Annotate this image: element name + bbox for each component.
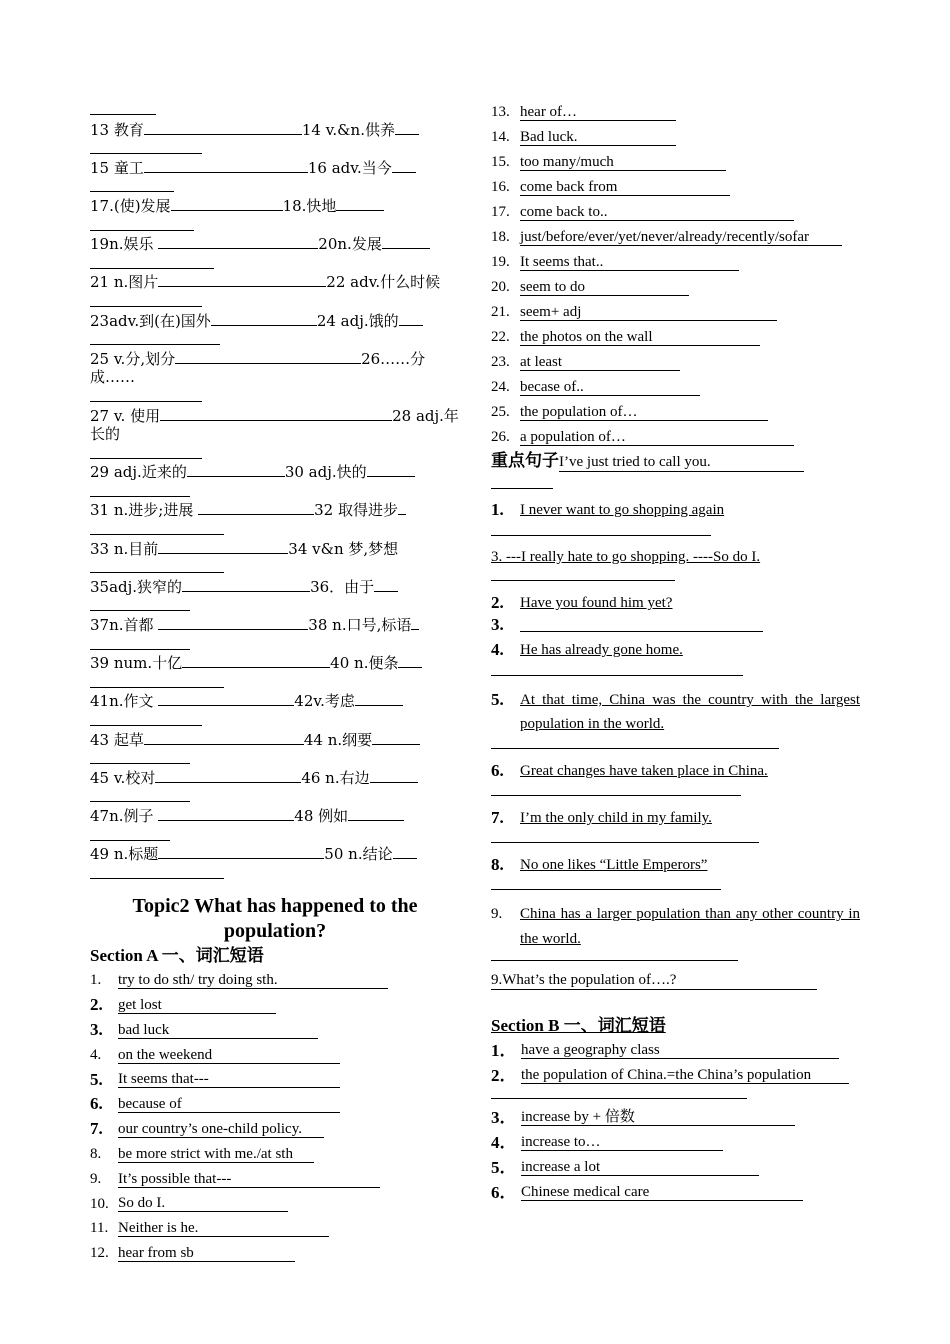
phrase-item: 23. at least <box>491 350 863 375</box>
phrase-item: 25. the population of… <box>491 400 863 425</box>
answer-blank <box>211 311 317 326</box>
answer-blank <box>144 120 302 135</box>
sentence-3a: 3. ---I really hate to go shopping. ----So do I. <box>491 549 761 565</box>
answer-blank <box>367 462 415 477</box>
phrase-item: 3. bad luck <box>90 1018 460 1043</box>
answer-blank <box>336 196 384 211</box>
phrase-item: 26. a population of… <box>491 425 863 450</box>
phrase-item: 8. be more strict with me./at sth <box>90 1142 460 1167</box>
answer-blank <box>395 120 419 135</box>
answer-blank <box>399 311 423 326</box>
phrase-item: 19. It seems that.. <box>491 250 863 275</box>
vocab-term-b: 36．由于 <box>310 577 375 596</box>
answer-blank <box>144 158 308 173</box>
vocab-term-b: 20n.发展 <box>318 235 382 254</box>
answer-blank <box>198 500 314 515</box>
phrase-item: 6． Chinese medical care <box>491 1180 863 1205</box>
vocab-term-a: 23adv.到(在)国外 <box>90 311 211 330</box>
answer-blank <box>374 577 398 592</box>
answer-blank <box>355 691 403 706</box>
vocab-term-a: 35adj.狭窄的 <box>90 577 183 596</box>
vocab-list <box>90 100 460 882</box>
sentence-4: 4. He has already gone home. <box>491 640 683 659</box>
answer-blank <box>171 196 283 211</box>
vocab-term-b: 42v.考虑 <box>294 692 355 711</box>
vocab-term-a: 19n.娱乐 <box>90 235 159 254</box>
vocab-row <box>90 406 460 444</box>
vocab-row <box>90 120 460 140</box>
vocab-term-a: 17.(使)发展 <box>90 196 171 215</box>
phrase-item: 22. the photos on the wall <box>491 325 863 350</box>
vocab-row <box>90 768 460 788</box>
answer-line <box>491 519 711 536</box>
answer-blank <box>348 806 404 821</box>
sentence-2: 2. Have you found him yet? <box>491 593 673 612</box>
key-sentences-heading-row <box>491 450 863 472</box>
vocab-term-a: 29 adj.近来的 <box>90 463 187 482</box>
answer-blank <box>158 615 308 630</box>
answer-blank <box>393 844 417 859</box>
answer-line <box>491 952 738 961</box>
phrase-item: 4. on the weekend <box>90 1043 460 1068</box>
vocab-row <box>90 539 460 559</box>
vocab-row <box>90 272 460 292</box>
phrase-item: 13. hear of… <box>491 100 863 125</box>
section-a-list <box>90 968 460 1266</box>
phrase-item: 16. come back from <box>491 175 863 200</box>
vocab-term-a: 37n.首都 <box>90 616 159 635</box>
phrase-item: 11. Neither is he. <box>90 1216 460 1241</box>
answer-blank <box>158 272 326 287</box>
vocab-term-b: 48 例如 <box>294 806 349 825</box>
vocab-term-a: 39 num.十亿 <box>90 654 183 673</box>
answer-line <box>491 472 553 489</box>
key-sentences-heading: 重点句子 <box>491 451 559 470</box>
phrase-item: 21. seem+ adj <box>491 300 863 325</box>
vocab-row <box>90 234 460 254</box>
answer-line <box>491 663 743 676</box>
vocab-term-a: 21 n.图片 <box>90 273 159 292</box>
phrase-item: 9. It’s possible that--- <box>90 1167 460 1192</box>
vocab-term-a: 43 起草 <box>90 730 144 749</box>
right-column <box>491 100 863 1205</box>
phrase-item: 24. becase of.. <box>491 375 863 400</box>
vocab-term-a: 27 v. 使用 <box>90 406 161 425</box>
vocab-row <box>90 691 460 711</box>
sentence-1: 1. I never want to go shopping again <box>491 500 725 519</box>
phrase-item: 14. Bad luck. <box>491 125 863 150</box>
sentence-9b: 9.What’s the population of….? <box>491 971 817 990</box>
phrase-item: 3． increase by + 倍数 <box>491 1105 863 1130</box>
vocab-term-b: 46 n.右边 <box>301 768 370 787</box>
phrase-item: 18. just/before/ever/yet/never/already/recently/sofar <box>491 225 863 250</box>
answer-line <box>491 1088 747 1099</box>
sentence-9: 9. China has a larger population than any other country in the world. <box>491 906 860 947</box>
vocab-term-a: 49 n.标题 <box>90 845 159 864</box>
vocab-term-b: 34 v&n 梦,梦想 <box>288 539 399 558</box>
phrase-item: 2． the population of China.=the China’s population <box>491 1063 863 1088</box>
vocab-term-b: 40 n.便条 <box>330 654 399 673</box>
sentence-8: 8. No one likes “Little Emperors” <box>491 855 708 874</box>
phrase-item: 20. seem to do <box>491 275 863 300</box>
vocab-row <box>90 653 460 673</box>
answer-blank <box>160 406 392 421</box>
answer-blank <box>158 844 324 859</box>
vocab-term-b: 28 adj.年长的 <box>90 406 459 444</box>
phrase-item: 5． increase a lot <box>491 1155 863 1180</box>
vocab-term-b: 26……分成…… <box>90 349 426 387</box>
answer-line <box>491 828 759 843</box>
answer-line <box>491 566 675 581</box>
vocab-term-b: 44 n.纲要 <box>303 730 373 749</box>
answer-blank <box>175 349 361 364</box>
answer-blank <box>155 768 301 783</box>
vocab-row <box>90 349 460 387</box>
vocab-term-b: 16 adv.当今 <box>307 158 392 177</box>
phrase-item: 5. It seems that--- <box>90 1068 460 1093</box>
answer-blank <box>158 539 288 554</box>
vocab-term-a: 13 教育 <box>90 120 144 139</box>
answer-blank <box>398 653 422 668</box>
vocab-row <box>90 577 460 597</box>
answer-blank <box>144 730 304 745</box>
phrase-item: 4． increase to… <box>491 1130 863 1155</box>
sentence-6: 6. Great changes have taken place in China. <box>491 761 768 780</box>
phrase-item: 15. too many/much <box>491 150 863 175</box>
vocab-row <box>90 844 460 864</box>
phrase-item: 17. come back to.. <box>491 200 863 225</box>
vocab-row <box>90 158 460 178</box>
section-b-heading: Section B 一、词汇短语 <box>491 1016 666 1035</box>
vocab-row <box>90 730 460 750</box>
section-b-list <box>491 1038 863 1205</box>
answer-blank <box>187 462 285 477</box>
answer-line <box>491 781 741 796</box>
vocab-row <box>90 196 460 216</box>
phrase-item: 1. try to do sth/ try doing sth. <box>90 968 460 993</box>
answer-blank <box>398 500 406 515</box>
vocab-term-a: 25 v.分,划分 <box>90 349 176 368</box>
answer-line <box>491 875 721 890</box>
vocab-term-b: 24 adj.饿的 <box>316 311 399 330</box>
phrase-item: 6. because of <box>90 1092 460 1117</box>
vocab-term-b: 50 n.结论 <box>324 845 393 864</box>
vocab-term-b: 32 取得进步 <box>314 501 398 520</box>
phrase-item: 1． have a geography class <box>491 1038 863 1063</box>
section-a-heading: Section A 一、词汇短语 <box>90 946 264 966</box>
answer-blank <box>392 158 416 173</box>
vocab-term-a: 33 n.目前 <box>90 539 159 558</box>
vocab-term-a: 31 n.进步;进展 <box>90 501 199 520</box>
answer-blank <box>182 653 330 668</box>
sentence-5: 5. At that time, China was the country with the largest population in the world. <box>491 690 860 732</box>
answer-blank <box>372 730 420 745</box>
vocab-row <box>90 806 460 826</box>
vocab-term-a: 15 童工 <box>90 158 144 177</box>
vocab-term-a: 47n.例子 <box>90 806 159 825</box>
vocab-row <box>90 615 460 635</box>
answer-blank <box>158 234 318 249</box>
vocab-row <box>90 462 460 482</box>
vocab-row <box>90 100 460 120</box>
phrase-item: 12. hear from sb <box>90 1241 460 1266</box>
answer-blank <box>158 691 294 706</box>
phrase-item: 7. our country’s one-child policy. <box>90 1117 460 1142</box>
phrase-item: 10. So do I. <box>90 1192 460 1217</box>
topic-title: Topic2 What has happened to the population? <box>132 895 418 943</box>
phrase-list-continued <box>491 100 863 450</box>
vocab-row <box>90 500 460 520</box>
answer-blank <box>382 234 430 249</box>
vocab-term-b: 22 adv.什么时候 <box>326 273 441 292</box>
answer-blank <box>182 577 310 592</box>
answer-line <box>491 736 779 749</box>
vocab-term-b: 14 v.&n.供养 <box>301 120 395 139</box>
left-column <box>90 100 460 1266</box>
vocab-term-b: 18.快地 <box>282 196 337 215</box>
answer-blank <box>158 806 294 821</box>
phrase-item: 2. get lost <box>90 993 460 1018</box>
vocab-row <box>90 311 460 331</box>
answer-blank <box>411 615 419 630</box>
vocab-term-b: 30 adj.快的 <box>284 463 367 482</box>
vocab-term-b: 38 n.口号,标语 <box>308 616 412 635</box>
vocab-term-a: 45 v.校对 <box>90 768 156 787</box>
sentence-7: 7. I’m the only child in my family. <box>491 808 712 827</box>
vocab-term-a: 41n.作文 <box>90 692 159 711</box>
sentence-3b: 3. <box>491 613 863 637</box>
key-sentence-first: I’ve just tried to call you. <box>559 453 804 472</box>
answer-blank <box>370 768 418 783</box>
